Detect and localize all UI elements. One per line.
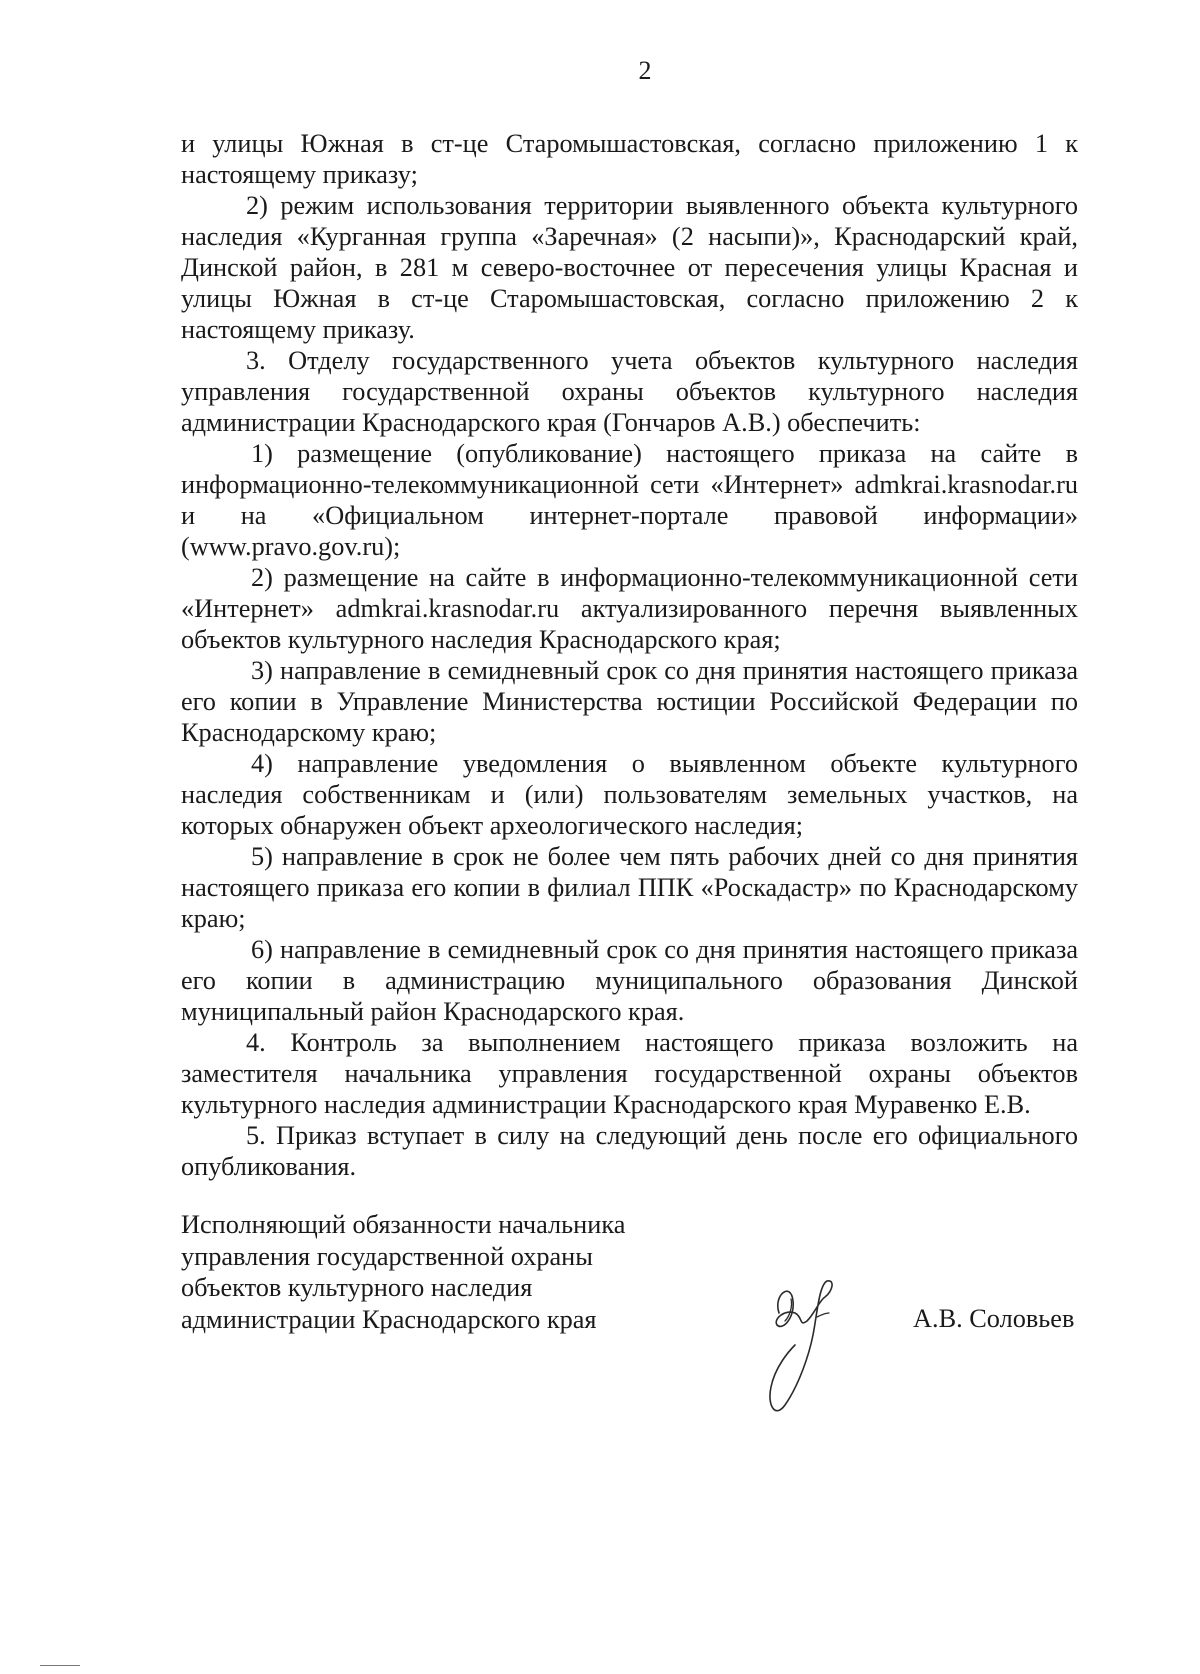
paragraph-3-department: 3. Отделу государственного учета объектов культурного наследия управления государственной охраны объектов культурного наследия администрации Краснодарского края (Гончаров А.В.) обеспечить: [181, 346, 1078, 437]
signatory-title-line: объектов культурного наследия [181, 1273, 533, 1302]
paragraph-subitem-1: 1) размещение (опубликование) настоящего приказа на сайте в информационно-телекоммуникационной сети «Интернет» admkrai.krasnodar.ru и на «Официальном интернет-портале правовой информации» (www.pravo.gov.ru); [181, 439, 1078, 561]
signatory-name: А.В. Соловьев [913, 1304, 1075, 1333]
paragraph-subitem-4: 4) направление уведомления о выявленном объекте культурного наследия собственникам и (или) пользователям земельных участков, на которых обнаружен объект археологического наследия; [181, 749, 1078, 840]
paragraph-subitem-5: 5) направление в срок не более чем пять рабочих дней со дня принятия настоящего приказа его копии в филиал ППК «Роскадастр» по Краснодарскому краю; [181, 842, 1078, 933]
paragraph-4-control: 4. Контроль за выполнением настоящего приказа возложить на заместителя начальника управления государственной охраны объектов культурного наследия администрации Краснодарского края Муравенко Е.В. [181, 1028, 1078, 1119]
paragraph-5-effective: 5. Приказ вступает в силу на следующий день после его официального опубликования. [181, 1121, 1078, 1181]
signatory-title-line: администрации Краснодарского края [181, 1304, 597, 1334]
signatory-title-line: Исполняющий обязанности начальника [181, 1210, 626, 1239]
page-number: 2 [638, 56, 652, 85]
handwritten-signature [755, 1255, 865, 1435]
document-body [181, 128, 1078, 1182]
paragraph-subitem-3: 3) направление в семидневный срок со дня принятия настоящего приказа его копии в Управление Министерства юстиции Российской Федерации по Краснодарскому краю; [181, 656, 1078, 747]
paragraph-item-2-regime: 2) режим использования территории выявленного объекта культурного наследия «Курганная группа «Заречная» (2 насыпи)», Краснодарский край, Динской район, в 281 м северо-восточнее от пересечения улицы Красная и улицы Южная в ст-це Старомышастовская, согласно приложению 2 к настоящему приказу. [181, 191, 1078, 344]
footer-rule [40, 1665, 80, 1666]
signatory-title-line: управления государственной охраны [181, 1241, 593, 1271]
paragraph-subitem-2: 2) размещение на сайте в информационно-телекоммуникационной сети «Интернет» admkrai.krasnodar.ru актуализированного перечня выявленных объектов культурного наследия Краснодарского края; [181, 563, 1078, 654]
signatory-title [181, 1209, 651, 1335]
paragraph-subitem-6: 6) направление в семидневный срок со дня принятия настоящего приказа его копии в администрацию муниципального образования Динской муниципальный район Краснодарского края. [181, 935, 1078, 1026]
paragraph-continuation: и улицы Южная в ст-це Старомышастовская, согласно приложению 1 к настоящему приказу; [181, 129, 1078, 189]
